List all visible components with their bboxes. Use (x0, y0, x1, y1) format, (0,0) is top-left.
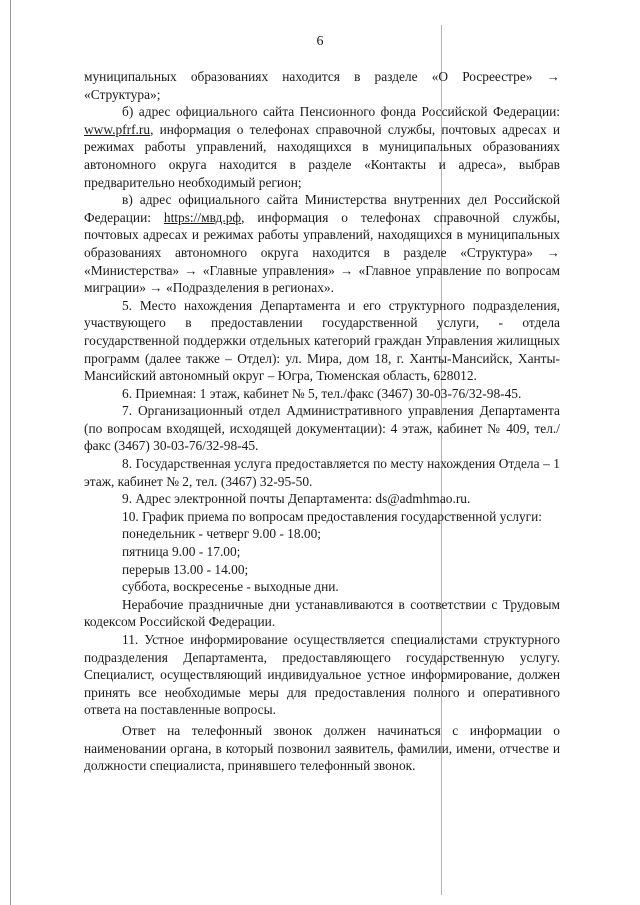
schedule-line-mon-thu: понедельник - четверг 9.00 - 18.00; (122, 526, 322, 542)
pfrf-link[interactable]: www.pfrf.ru (84, 121, 151, 137)
paragraph-5-location: 5. Место нахождения Департамента и его структурного подразделения, участвующего в предоставлении государственной услуги, - отдела государственной поддержки отдельных категорий граждан Управления жилищных программ (далее также – Отдел): ул. Мира, дом 18, г. Ханты-Мансийск, Ханты-Мансийский автономный округ – Югра, Тюменская область, 628012. (84, 297, 560, 384)
paragraph-8-service-location: 8. Государственная услуга предоставляется по месту нахождения Отдела – 1 этаж, кабинет № 2, тел. (3467) 32-95-50. (84, 456, 560, 489)
mvd-link[interactable]: https://мвд.рф (163, 209, 242, 225)
paragraph-item-b (84, 103, 560, 191)
paragraph-9-email: 9. Адрес электронной почты Департамента: ds@admhmao.ru. (122, 491, 471, 507)
paragraph-holidays: Нерабочие праздничные дни устанавливаются в соответствии с Трудовым кодексом Российской Федерации. (84, 596, 560, 630)
paragraph-11-oral-informing: 11. Устное информирование осуществляется специалистами структурного подразделения Департамента, предоставляющего государственную услугу. Специалист, осуществляющий индивидуальное устное информирование, должен принять все необходимые меры для предоставления полного и оперативного ответа на поставленные вопросы. (84, 632, 560, 718)
paragraph-6-reception: 6. Приемная: 1 этаж, кабинет № 5, тел./факс (3467) 30-03-76/32-98-45. (122, 385, 522, 401)
schedule-line-fri: пятница 9.00 - 17.00; (122, 544, 241, 560)
schedule-line-weekend: суббота, воскресенье - выходные дни. (122, 579, 339, 595)
paragraph-continuation: муниципальных образованиях находится в разделе «О Росреестре» → «Структура»; (84, 69, 560, 102)
paragraph-7-organizational-department: 7. Организационный отдел Административного управления Департамента (по вопросам входящей, исходящей документации): 4 этаж, кабинет № 409, тел./факс (3467) 30-03-76/32-98-45. (84, 403, 560, 454)
document-body (84, 68, 560, 775)
item-label-b: б) (122, 104, 134, 120)
item-text-b-1: адрес официального сайта Пенсионного фонда Российской Федерации: (133, 104, 560, 120)
schedule-line-break: перерыв 13.00 - 14.00; (122, 561, 249, 577)
item-label-v: в) (122, 192, 133, 208)
paragraph-item-v (84, 191, 560, 297)
item-text-v-1: адрес официального сайта Министерства внутренних дел Российской Федерации: (84, 192, 560, 225)
item-text-b-2: , информация о телефонах справочной службы, почтовых адресах и режимах работы управлений, находящихся в муниципальных образованиях автономного округа находится в разделе «Контакты и адреса», выбрав предварительно необходимый регион; (84, 121, 560, 190)
item-text-v-2: , информация о телефонах справочной службы, почтовых адресах и режимах работы управлений, находящихся в муниципальных образованиях автономного округа находится в разделе «Структура» → «Министерства» → «Главные управления» → «Главное управление по вопросам миграции» → «Подразделения в регионах». (84, 209, 560, 296)
paragraph-10-schedule: 10. График приема по вопросам предоставления государственной услуги: (122, 508, 543, 524)
scan-margin-line (10, 0, 11, 905)
page-number: 6 (316, 34, 324, 49)
paragraph-phone-answer: Ответ на телефонный звонок должен начинаться с информации о наименовании органа, в который позвонил заявитель, фамилии, имени, отчестве и должности специалиста, принявшего телефонный звонок. (84, 722, 560, 774)
